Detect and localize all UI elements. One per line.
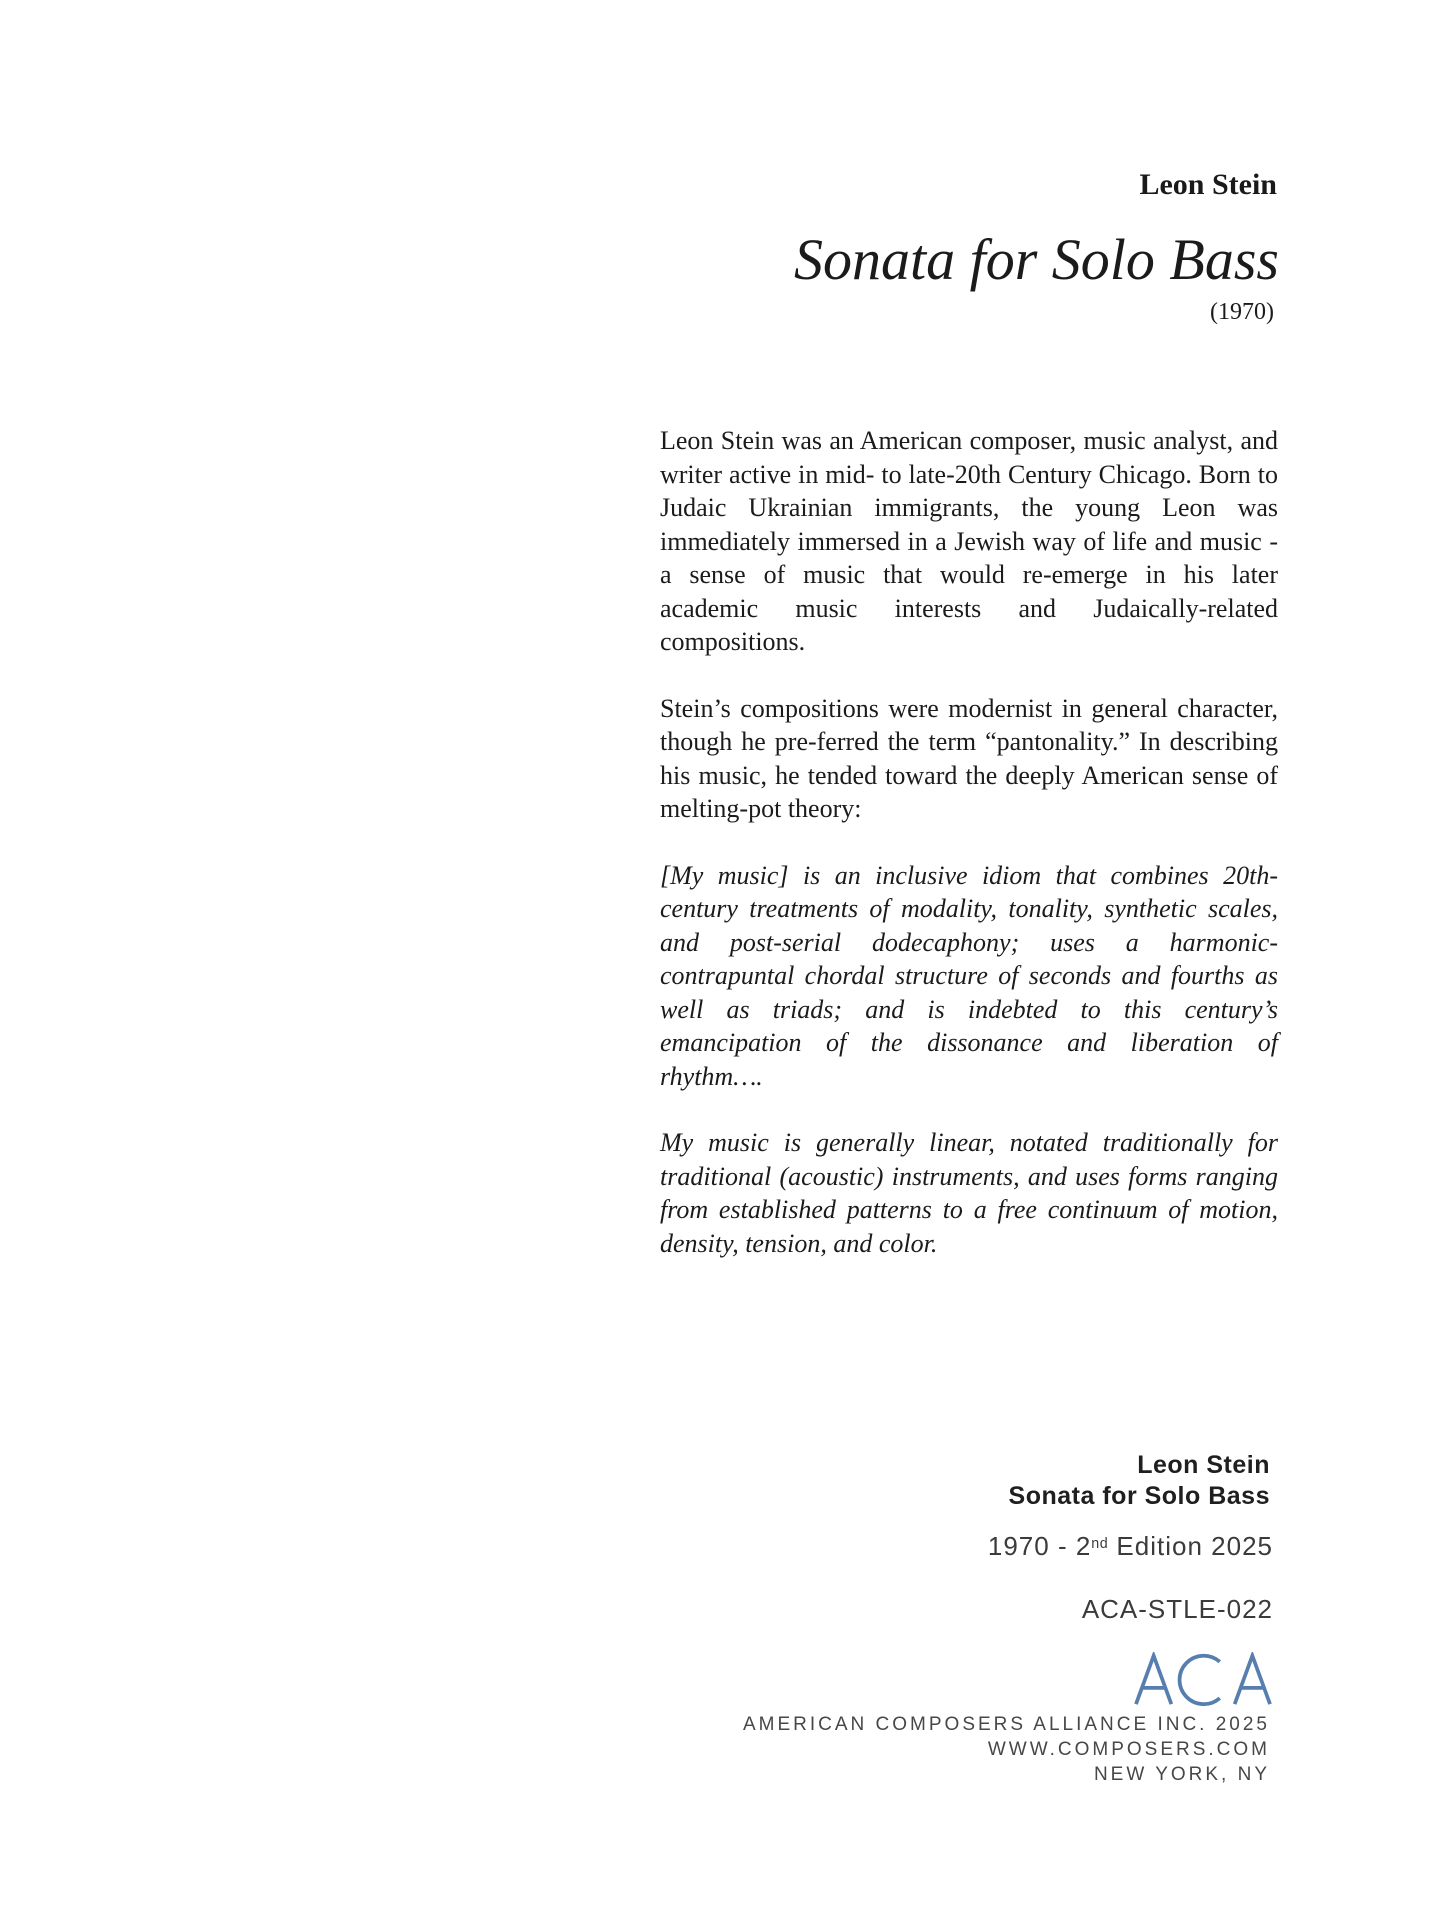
edition-line xyxy=(988,1531,1273,1562)
composer-name: Leon Stein xyxy=(1139,168,1277,201)
aca-logo-icon xyxy=(1133,1652,1273,1706)
publisher-block xyxy=(743,1712,1270,1787)
composer-quote-2: My music is generally linear, notated traditionally for traditional (acoustic) instruments, and uses forms ranging from established patterns to a free continuum of motion, density, tension, and color. xyxy=(660,1128,1278,1258)
footer-composer: Leon Stein xyxy=(1137,1451,1270,1479)
footer-title-block xyxy=(1009,1450,1270,1512)
footer-work-title: Sonata for Solo Bass xyxy=(1008,1482,1270,1510)
aca-logo xyxy=(1133,1652,1273,1706)
publisher-line-3: NEW YORK, NY xyxy=(1093,1764,1270,1785)
publisher-line-2: WWW.COMPOSERS.COM xyxy=(987,1739,1270,1760)
program-notes xyxy=(660,424,1278,1293)
catalog-number: ACA-STLE-022 xyxy=(1081,1594,1273,1624)
publisher-line-1: AMERICAN COMPOSERS ALLIANCE INC. 2025 xyxy=(742,1714,1270,1735)
bio-paragraph-1: Leon Stein was an American composer, music analyst, and writer active in mid- to late-20th Century Chicago. Born to Judaic Ukrainian immigrants, the young Leon was immediately immersed in a Jewish way of life and music - a sense of music that would re-emerge in his later academic music interests and Judaically-related compositions. xyxy=(660,426,1278,656)
work-year: (1970) xyxy=(1210,299,1274,325)
edition-ordinal-superscript: nd xyxy=(1091,1535,1109,1552)
composer-quote-1: [My music] is an inclusive idiom that combines 20th-century treatments of modality, tonality, synthetic scales, and post-serial dodecaphony; uses a harmonic-contrapuntal chordal structure of seconds and fourths as well as triads; and is indebted to this century’s emancipation of the dissonance and liberation of rhythm…. xyxy=(660,860,1278,1091)
edition-prefix: 1970 - 2 xyxy=(987,1531,1092,1561)
bio-paragraph-2: Stein’s compositions were modernist in general character, though he pre-ferred the term “pantonality.” In describing his music, he tended toward the deeply American sense of melting-pot theory: xyxy=(660,693,1278,823)
work-title: Sonata for Solo Bass xyxy=(794,227,1279,292)
edition-suffix: Edition 2025 xyxy=(1108,1531,1273,1561)
